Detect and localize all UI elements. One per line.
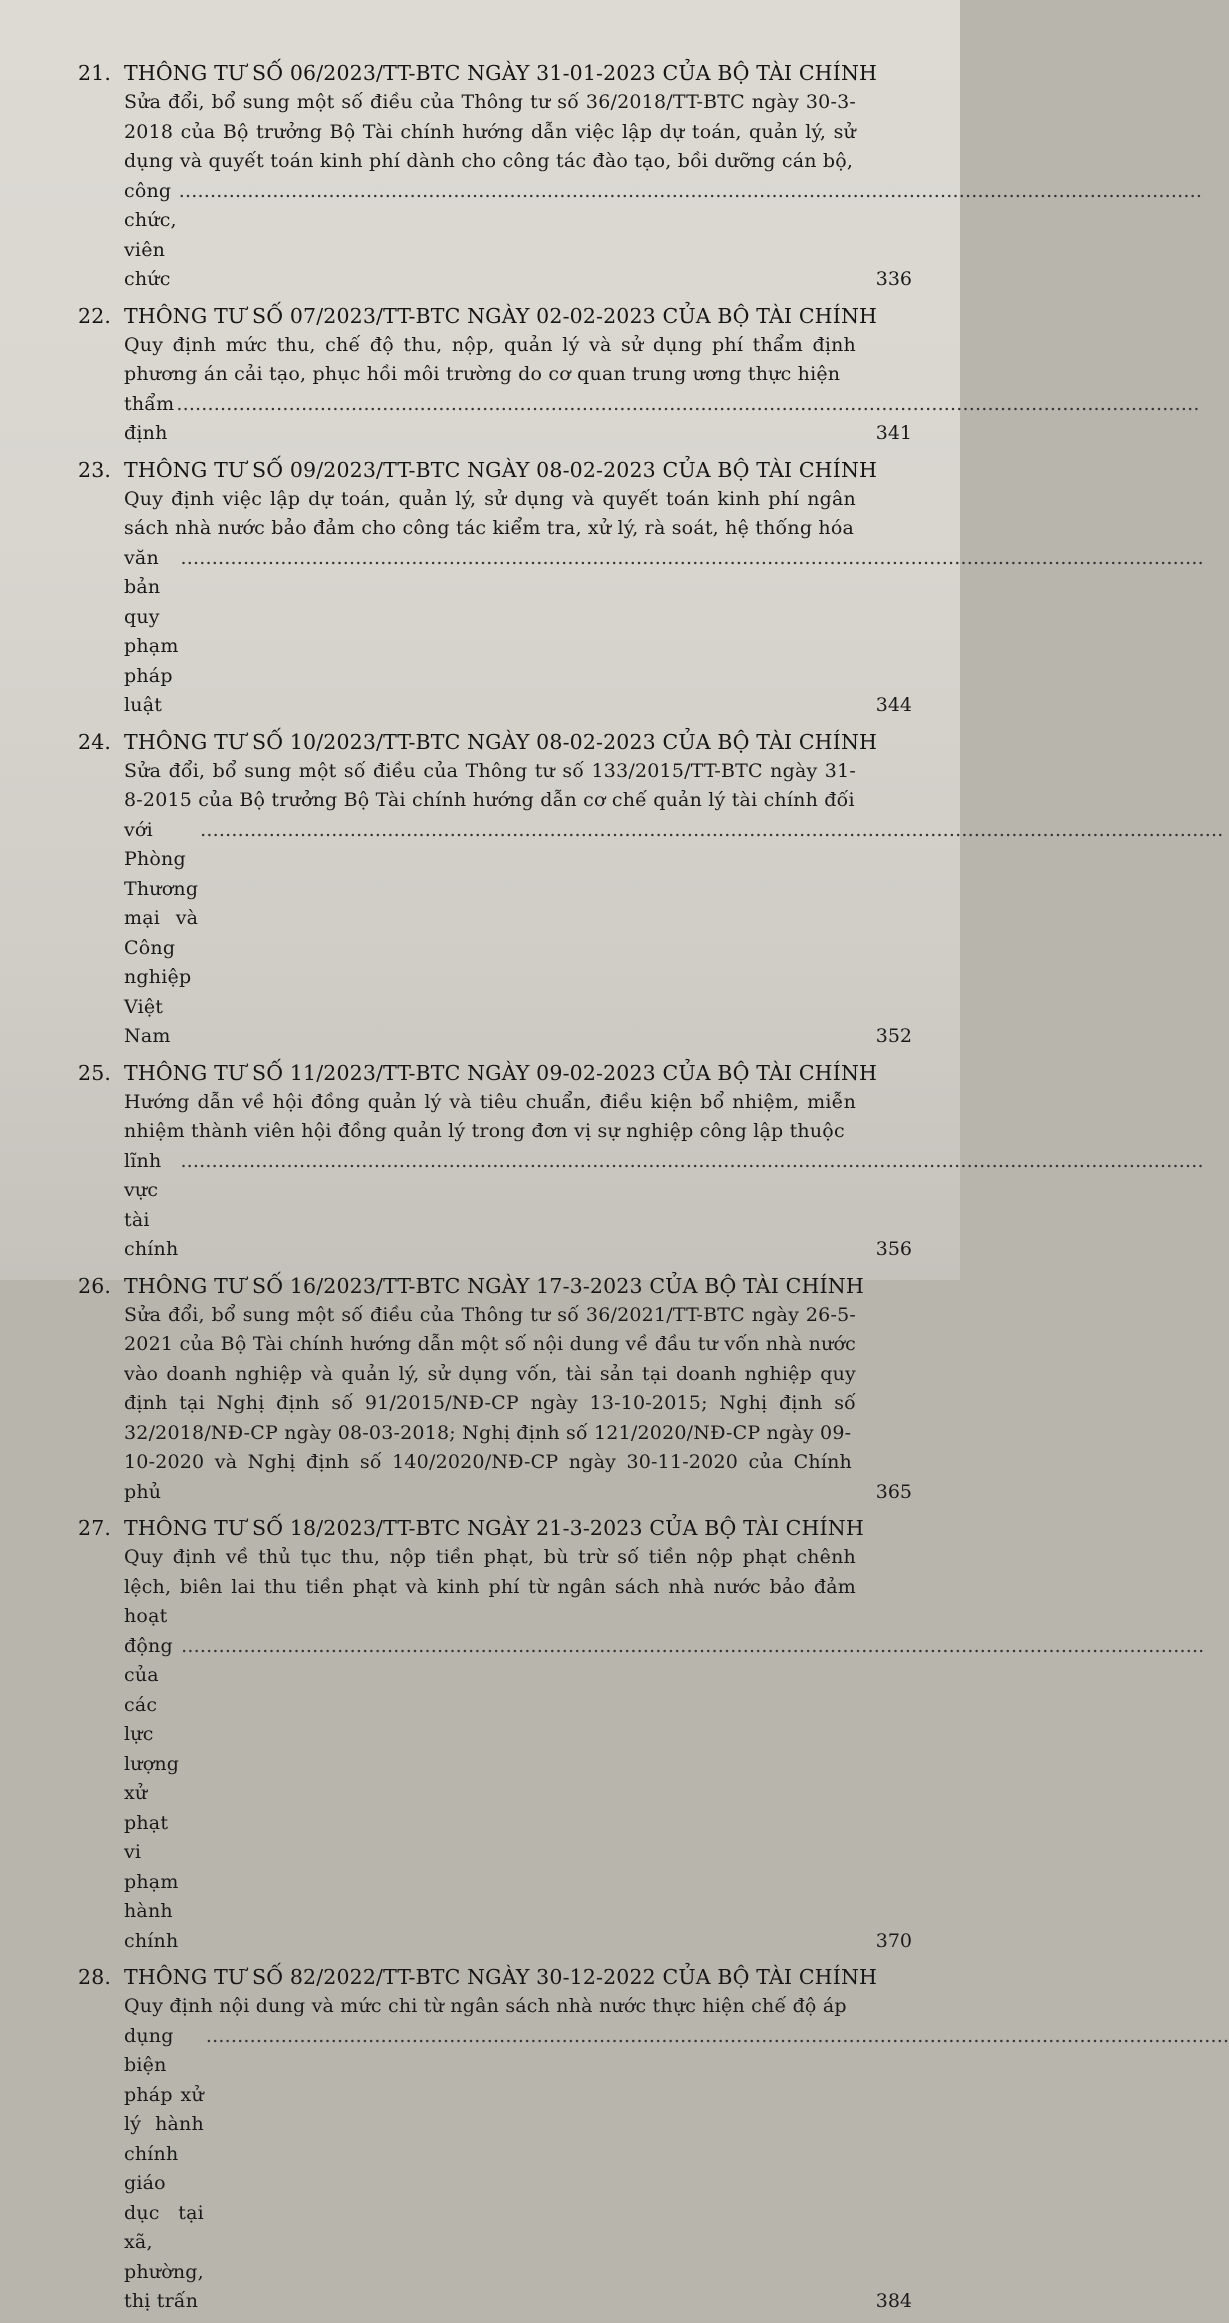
entry-page-number: 370 [875, 1929, 912, 1952]
entry-heading: THÔNG TƯ SỐ 09/2023/TT-BTC NGÀY 08-02-2023 CỦA BỘ TÀI CHÍNH [124, 457, 878, 482]
leader-dots: .................................................................................................................................................................... [200, 818, 1224, 841]
entry-number: 23. [78, 457, 112, 482]
entry-description: Quy định về thủ tục thu, nộp tiền phạt, bù trừ số tiền nộp phạt chênh lệch, biên lai thu tiền phạt và kinh phí từ ngân sách nhà nước bảo đảm hoạt [124, 1546, 856, 1627]
entry-title [78, 1962, 912, 1992]
entry-last-line [78, 390, 1200, 449]
entry-description: Sửa đổi, bổ sung một số điều của Thông tư số 36/2021/TT-BTC ngày 26-5-2021 của Bộ Tài chính hướng dẫn một số nội dung về đầu tư vốn nhà nước vào doanh nghiệp và quản lý, sử dụng vốn, tài sản tại doanh nghiệp quy định tại Nghị định số 91/2015/NĐ-CP ngày 13-10-2015; Nghị định số 32/2018/NĐ-CP ngày 08-03-2018; Nghị định số 121/2020/NĐ-CP ngày 09- [124, 1303, 856, 1444]
entry-title [78, 455, 912, 485]
entry-last-line [78, 1448, 912, 1507]
entry-last-line [78, 2022, 1229, 2317]
leader-dots: .................................................................................................................................................................... [180, 1149, 1204, 1172]
toc-entry-28 [78, 1962, 1229, 2317]
entry-title [78, 1058, 912, 1088]
entry-description: Quy định việc lập dự toán, quản lý, sử dụng và quyết toán kinh phí ngân sách nhà nước bảo đảm cho công tác kiểm tra, xử lý, rà soát, hệ thống hóa [124, 487, 856, 539]
table-of-contents [78, 58, 1229, 2323]
leader-dots: .................................................................................................................................................................... [180, 546, 1204, 569]
entry-last-text: công chức, viên chức [124, 179, 177, 290]
entry-last-line [78, 1632, 1205, 1957]
entry-page-number: 356 [875, 1238, 912, 1260]
entry-number: 26. [78, 1273, 112, 1298]
entry-page-number: 384 [875, 2290, 912, 2312]
entry-number: 24. [78, 729, 112, 754]
entry-last-line [78, 1147, 1204, 1265]
entry-number: 27. [78, 1516, 112, 1540]
entry-last-text: với Phòng Thương mại và Công nghiệp Việt Nam [124, 818, 199, 1047]
entry-last-text: văn bản quy phạm pháp luật [124, 546, 179, 716]
entry-heading: THÔNG TƯ SỐ 82/2022/TT-BTC NGÀY 30-12-2022 CỦA BỘ TÀI CHÍNH [124, 1965, 878, 1989]
entry-title [78, 1271, 912, 1301]
entry-description: Quy định nội dung và mức chi từ ngân sách nhà nước thực hiện chế độ áp [124, 1995, 847, 2017]
leader-dots: .................................................................................................................................................................... [181, 1634, 1205, 1657]
toc-entry-25 [78, 1058, 1204, 1265]
toc-entry-26 [78, 1271, 912, 1508]
toc-entry-23 [78, 455, 1204, 721]
entry-heading: THÔNG TƯ SỐ 06/2023/TT-BTC NGÀY 31-01-2023 CỦA BỘ TÀI CHÍNH [124, 61, 878, 85]
entry-title [78, 727, 912, 757]
entry-page-number: 344 [875, 694, 912, 716]
entry-description: Sửa đổi, bổ sung một số điều của Thông tư số 36/2018/TT-BTC ngày 30-3-2018 của Bộ trưởng Bộ Tài chính hướng dẫn việc lập dự toán, quản lý, sử dụng và quyết toán kinh phí dành cho công tác đào tạo, bồi dưỡng cán bộ, [124, 91, 856, 172]
toc-entry-22 [78, 301, 1200, 449]
entry-heading: THÔNG TƯ SỐ 16/2023/TT-BTC NGÀY 17-3-2023 CỦA BỘ TÀI CHÍNH [124, 1273, 864, 1298]
entry-description: Hướng dẫn về hội đồng quản lý và tiêu chuẩn, điều kiện bổ nhiệm, miễn nhiệm thành viên hội đồng quản lý trong đơn vị sự nghiệp công lập thuộc [124, 1090, 856, 1142]
entry-last-text: động của các lực lượng xử phạt vi phạm hành chính [124, 1634, 180, 1952]
entry-heading: THÔNG TƯ SỐ 10/2023/TT-BTC NGÀY 08-02-2023 CỦA BỘ TÀI CHÍNH [124, 729, 878, 754]
toc-entry-27 [78, 1513, 1205, 1956]
entry-last-text: 10-2020 và Nghị định số 140/2020/NĐ-CP ngày 30-11-2020 của Chính phủ [124, 1451, 852, 1503]
entry-number: 28. [78, 1965, 112, 1989]
entry-page-number: 341 [875, 422, 912, 444]
entry-last-line [78, 544, 1204, 721]
entry-page-number: 336 [875, 268, 912, 290]
entry-last-line [78, 177, 1203, 295]
entry-number: 21. [78, 61, 112, 85]
leader-dots: .................................................................................................................................................................... [205, 2024, 1229, 2047]
entry-page-number: 352 [875, 1025, 912, 1047]
leader-dots: .................................................................................................................................................................... [178, 179, 1203, 202]
entry-title [78, 301, 912, 331]
entry-heading: THÔNG TƯ SỐ 07/2023/TT-BTC NGÀY 02-02-2023 CỦA BỘ TÀI CHÍNH [124, 303, 878, 328]
entry-last-text: lĩnh vực tài chính [124, 1149, 179, 1260]
entry-description: Quy định mức thu, chế độ thu, nộp, quản lý và sử dụng phí thẩm định phương án cải tạo, phục hồi môi trường do cơ quan trung ương thực hiện [124, 333, 856, 385]
entry-title [78, 58, 912, 88]
entry-heading: THÔNG TƯ SỐ 11/2023/TT-BTC NGÀY 09-02-2023 CỦA BỘ TÀI CHÍNH [124, 1060, 878, 1085]
entry-last-text: thẩm định [124, 392, 175, 444]
toc-entry-21 [78, 58, 1203, 295]
entry-last-line [78, 816, 1224, 1052]
entry-number: 22. [78, 303, 112, 328]
toc-entry-24 [78, 727, 1224, 1052]
entry-description: Sửa đổi, bổ sung một số điều của Thông tư số 133/2015/TT-BTC ngày 31-8-2015 của Bộ trưởng Bộ Tài chính hướng dẫn cơ chế quản lý tài chính đối [124, 759, 856, 811]
entry-last-text: dụng biện pháp xử lý hành chính giáo dục tại xã, phường, thị trấn [124, 2024, 204, 2312]
entry-page-number: 365 [875, 1480, 912, 1503]
entry-title [78, 1513, 912, 1543]
entry-heading: THÔNG TƯ SỐ 18/2023/TT-BTC NGÀY 21-3-2023 CỦA BỘ TÀI CHÍNH [124, 1516, 864, 1540]
entry-number: 25. [78, 1060, 112, 1085]
leader-dots: .................................................................................................................................................................... [176, 392, 1200, 415]
